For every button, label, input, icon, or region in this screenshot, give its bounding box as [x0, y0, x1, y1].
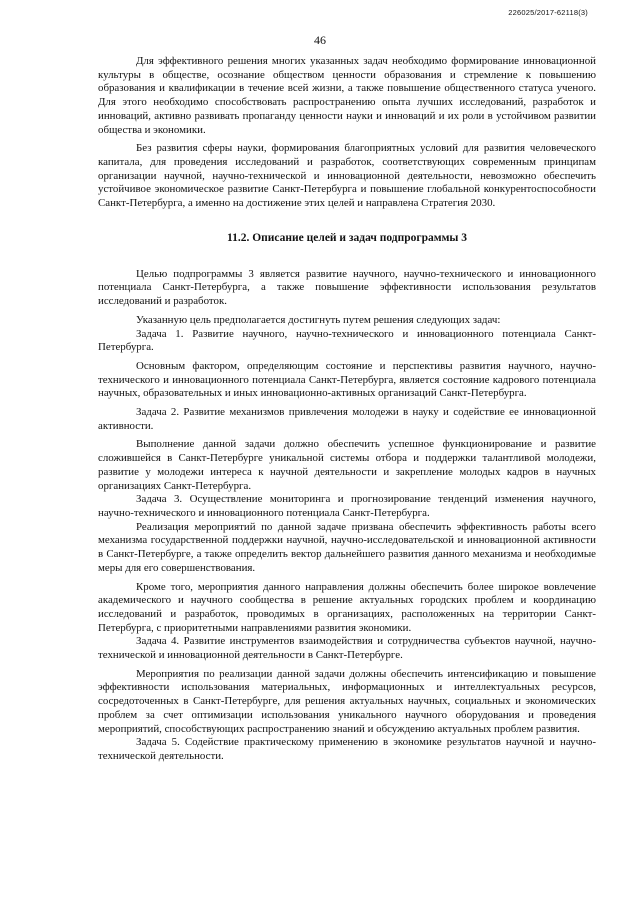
task-paragraph: Задача 2. Развитие механизмов привлечения молодежи в науку и содействие ее инновационной активности.	[98, 406, 596, 432]
paragraph: Без развития сферы науки, формирования благоприятных условий для развития человеческого капитала, для проведения исследований и разработок, соответствующих современным принципам организации научной, научно-технической и инновационной деятельности, невозможно обеспечить устойчивое экономическое развитие Санкт-Петербурга и повышение глобальной конкурентоспособности Санкт-Петербурга, а именно на достижение этих целей и направлена Стратегия 2030.	[98, 142, 596, 210]
paragraph: Мероприятия по реализации данной задачи должны обеспечить интенсификацию и повышение эффективности использования материальных, информационных и интеллектуальных ресурсов, сосредоточенных в Санкт-Петербурге, для решения актуальных научных, социальных и экономических проблем за счет оптимизации использования уникального научного оборудования и проведения мероприятий, способствующих распространению знаний и обсуждению актуальных проблем развития.	[98, 667, 596, 735]
task-paragraph: Задача 5. Содействие практическому применению в экономике результатов научной и научно-технической деятельности.	[98, 736, 596, 762]
document-id: 226025/2017-62118(3)	[508, 8, 588, 17]
paragraph: Целью подпрограммы 3 является развитие научного, научно-технического и инновационного потенциала Санкт-Петербурга, а также повышение эффективности использования результатов исследований и разработок.	[98, 267, 596, 308]
page-number: 46	[314, 33, 326, 47]
task-paragraph: Задача 3. Осуществление мониторинга и прогнозирование тенденций изменения научного, научно-технического и инновационного потенциала Санкт-Петербурга.	[98, 493, 596, 519]
paragraph: Выполнение данной задачи должно обеспечить успешное функционирование и развитие сложившейся в Санкт-Петербурге уникальной системы отбора и поддержки талантливой молодежи, развитие у молодежи интереса к научной деятельности и закрепление молодых кадров в научных организациях Санкт-Петербурга.	[98, 438, 596, 492]
paragraph: Указанную цель предполагается достигнуть путем решения следующих задач:	[136, 313, 501, 326]
task-paragraph: Задача 1. Развитие научного, научно-технического и инновационного потенциала Санкт-Петербурга.	[98, 327, 596, 354]
paragraph: Основным фактором, определяющим состояние и перспективы развития научного, научно-технического и инновационного потенциала Санкт-Петербурга, является состояние кадрового потенциала научных, образовательных и иных инновационно-активных организаций Санкт-Петербурга.	[98, 359, 596, 400]
document-body	[98, 55, 596, 764]
paragraph: Реализация мероприятий по данной задаче призвана обеспечить эффективность работы всего механизма государственной поддержки научной, научно-исследовательской и инновационной активности в Санкт-Петербурге, а также определить вектор дальнейшего развития данного механизма и необходимые меры для его совершенствования.	[98, 520, 596, 574]
paragraph: Для эффективного решения многих указанных задач необходимо формирование инновационной культуры в обществе, осознание обществом ценности образования и стремление к повышению образования и квалификации в течение всей жизни, а также повышение общественного статуса ученого. Для этого необходимо способствовать распространению опыта лучших исследований, разработок и инноваций, активно развивать пропаганду ценности науки и инноваций и их роли в устойчивом развитии общества и экономики.	[98, 55, 596, 136]
paragraph: Кроме того, мероприятия данного направления должны обеспечить более широкое вовлечение академического и научного сообщества в решение актуальных городских проблем и координацию исследований и разработок, проводимых в организациях, расположенных на территории Санкт-Петербурга, с приоритетными направлениями развития экономики.	[98, 580, 596, 634]
section-heading: 11.2. Описание целей и задач подпрограммы 3	[226, 231, 468, 244]
task-paragraph: Задача 4. Развитие инструментов взаимодействия и сотрудничества субъектов научной, научно-технической и инновационной деятельности в Санкт-Петербурге.	[98, 635, 596, 662]
